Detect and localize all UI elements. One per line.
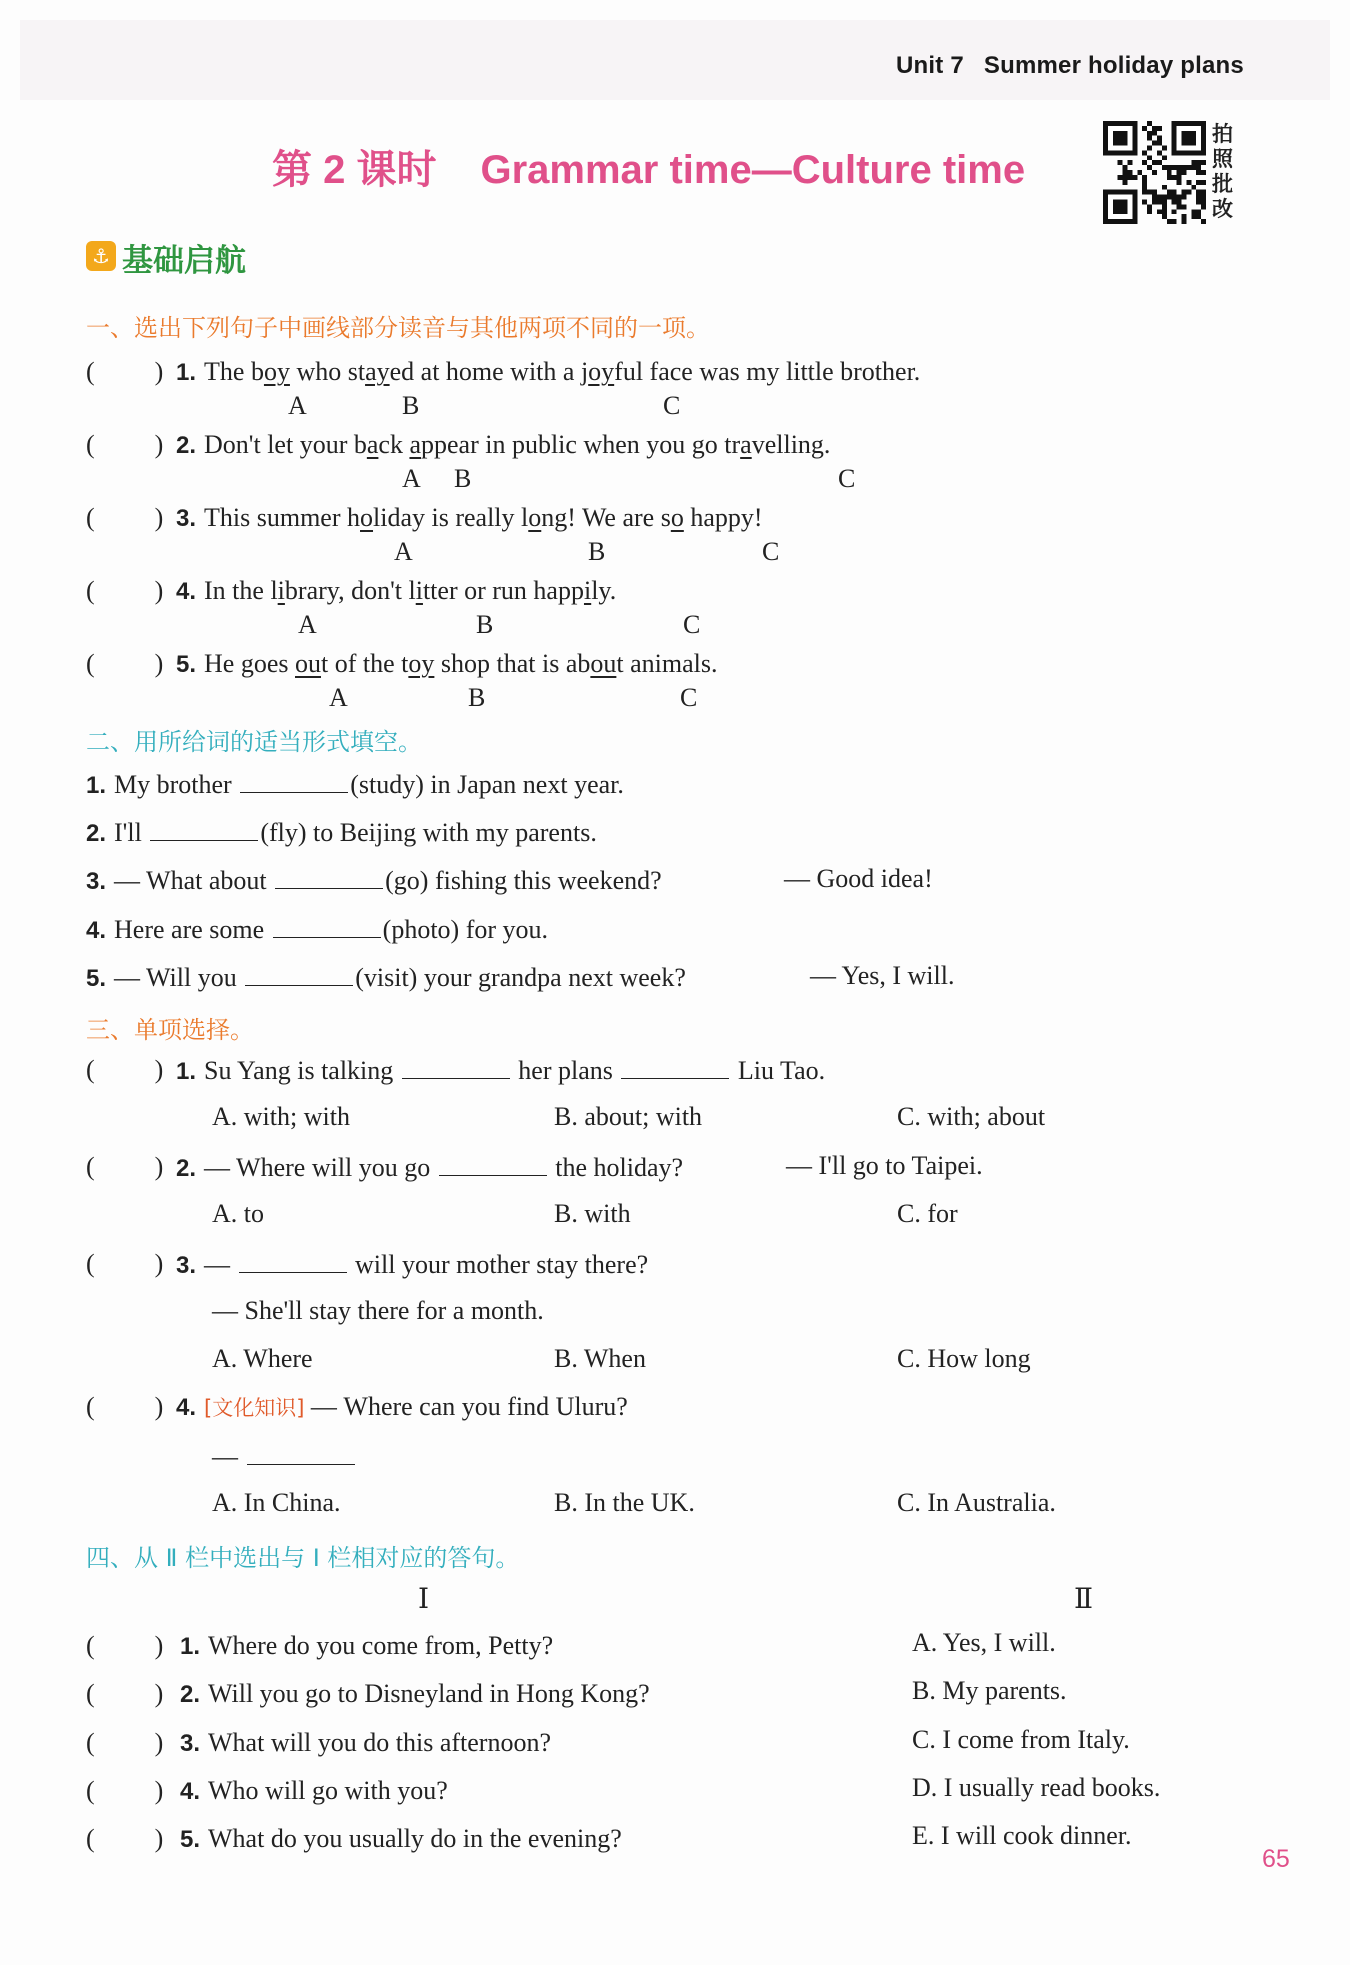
fill-in-line: 2. I'll (fly) to Beijing with my parents. [86, 818, 597, 847]
answer-blank[interactable] [245, 961, 353, 986]
option-b[interactable]: B. When [554, 1344, 646, 1373]
matching-question: 1. Where do you come from, Petty? [180, 1631, 554, 1660]
answer-paren[interactable]: ( ) [86, 1728, 164, 1757]
answer-blank[interactable] [439, 1151, 547, 1176]
column-ii-heading: Ⅱ [1074, 1584, 1094, 1615]
option-letter: A [394, 537, 413, 566]
qr-label: 拍 照 批 改 [1212, 122, 1233, 221]
matching-question: 2. Will you go to Disneyland in Hong Kong? [180, 1679, 650, 1708]
matching-answer: B. My parents. [912, 1676, 1067, 1705]
question-line: 3. This summer holiday is really long! We are so happy! [176, 503, 763, 532]
option-letter: B [468, 683, 486, 712]
option-c[interactable]: C. with; about [897, 1102, 1046, 1131]
dialogue-line: — [212, 1440, 357, 1472]
reply-text: — Yes, I will. [810, 961, 955, 990]
matching-answer: C. I come from Italy. [912, 1725, 1130, 1754]
option-letter: C [838, 464, 856, 493]
option-letter: B [402, 391, 420, 420]
answer-blank[interactable] [247, 1440, 355, 1465]
answer-paren[interactable]: ( ) [86, 1631, 164, 1660]
answer-paren[interactable]: ( ) [86, 1824, 164, 1853]
part4-heading: 四、从 Ⅱ 栏中选出与 Ⅰ 栏相对应的答句。 [86, 1544, 520, 1572]
part1-heading: 一、选出下列句子中画线部分读音与其他两项不同的一项。 [86, 314, 710, 342]
option-letter: A [288, 391, 307, 420]
fill-in-line: 4. Here are some (photo) for you. [86, 915, 549, 944]
matching-answer: D. I usually read books. [912, 1773, 1161, 1802]
lesson-title: 第 2 课时 Grammar time—Culture time [272, 148, 1026, 192]
answer-blank[interactable] [273, 913, 381, 938]
option-letter: A [402, 464, 421, 493]
option-letter: C [680, 683, 698, 712]
question-line: 5. He goes out of the toy shop that is about animals. [176, 649, 718, 678]
question-line: 2. Don't let your back appear in public when you go travelling. [176, 430, 831, 459]
option-a[interactable]: A. Where [212, 1344, 313, 1373]
option-letter: A [329, 683, 348, 712]
answer-blank[interactable] [402, 1054, 510, 1079]
matching-answer: A. Yes, I will. [912, 1628, 1056, 1657]
question-line: 1. The boy who stayed at home with a joyful face was my little brother. [176, 357, 921, 386]
culture-tag: [文化知识] [204, 1396, 305, 1420]
answer-paren[interactable]: ( ) [86, 649, 164, 678]
section-badge: 基础启航 [122, 243, 246, 279]
question-line: 4. [文化知识] — Where can you find Uluru? [176, 1392, 628, 1421]
matching-question: 4. Who will go with you? [180, 1776, 448, 1805]
option-c[interactable]: C. for [897, 1199, 958, 1228]
answer-paren[interactable]: ( ) [86, 1392, 164, 1421]
column-i-heading: Ⅰ [418, 1584, 430, 1615]
answer-blank[interactable] [150, 816, 258, 841]
option-letter: C [762, 537, 780, 566]
question-line: 2. — Where will you go the holiday? [176, 1153, 684, 1182]
part2-heading: 二、用所给词的适当形式填空。 [86, 728, 422, 756]
answer-paren[interactable]: ( ) [86, 1249, 164, 1278]
answer-paren[interactable]: ( ) [86, 357, 164, 386]
option-letter: B [476, 610, 494, 639]
option-b[interactable]: B. about; with [554, 1102, 703, 1131]
answer-paren[interactable]: ( ) [86, 430, 164, 459]
option-a[interactable]: A. In China. [212, 1488, 341, 1517]
reply-text: — Good idea! [784, 864, 933, 893]
anchor-icon: ⚓ [86, 241, 116, 271]
option-letter: B [588, 537, 606, 566]
qr-code-icon[interactable] [1103, 121, 1206, 224]
matching-question: 3. What will you do this afternoon? [180, 1728, 551, 1757]
option-letter: C [683, 610, 701, 639]
option-letter: A [298, 610, 317, 639]
question-line: 3. — will your mother stay there? [176, 1250, 649, 1279]
option-a[interactable]: A. to [212, 1199, 264, 1228]
fill-in-line: 1. My brother (study) in Japan next year. [86, 770, 624, 799]
unit-title: Unit 7 Summer holiday plans [896, 52, 1244, 79]
matching-question: 5. What do you usually do in the evening? [180, 1824, 622, 1853]
option-a[interactable]: A. with; with [212, 1102, 350, 1131]
answer-paren[interactable]: ( ) [86, 1152, 164, 1181]
option-b[interactable]: B. with [554, 1199, 631, 1228]
option-c[interactable]: C. In Australia. [897, 1488, 1056, 1517]
answer-blank[interactable] [275, 864, 383, 889]
question-line: 1. Su Yang is talking her plans Liu Tao. [176, 1056, 826, 1085]
part3-heading: 三、单项选择。 [86, 1016, 254, 1044]
option-b[interactable]: B. In the UK. [554, 1488, 695, 1517]
answer-paren[interactable]: ( ) [86, 576, 164, 605]
answer-paren[interactable]: ( ) [86, 1055, 164, 1084]
dialogue-line: — She'll stay there for a month. [212, 1296, 544, 1325]
option-letter: C [663, 391, 681, 420]
matching-answer: E. I will cook dinner. [912, 1821, 1132, 1850]
option-c[interactable]: C. How long [897, 1344, 1031, 1373]
answer-paren[interactable]: ( ) [86, 1776, 164, 1805]
reply-text: — I'll go to Taipei. [786, 1151, 983, 1180]
option-letter: B [454, 464, 472, 493]
fill-in-line: 5. — Will you (visit) your grandpa next week? [86, 963, 686, 992]
page-number: 65 [1262, 1845, 1290, 1873]
question-line: 4. In the library, don't litter or run happily. [176, 576, 617, 605]
answer-blank[interactable] [621, 1054, 729, 1079]
answer-paren[interactable]: ( ) [86, 503, 164, 532]
answer-blank[interactable] [239, 1248, 347, 1273]
answer-blank[interactable] [240, 768, 348, 793]
fill-in-line: 3. — What about (go) fishing this weekend? [86, 866, 662, 895]
answer-paren[interactable]: ( ) [86, 1679, 164, 1708]
